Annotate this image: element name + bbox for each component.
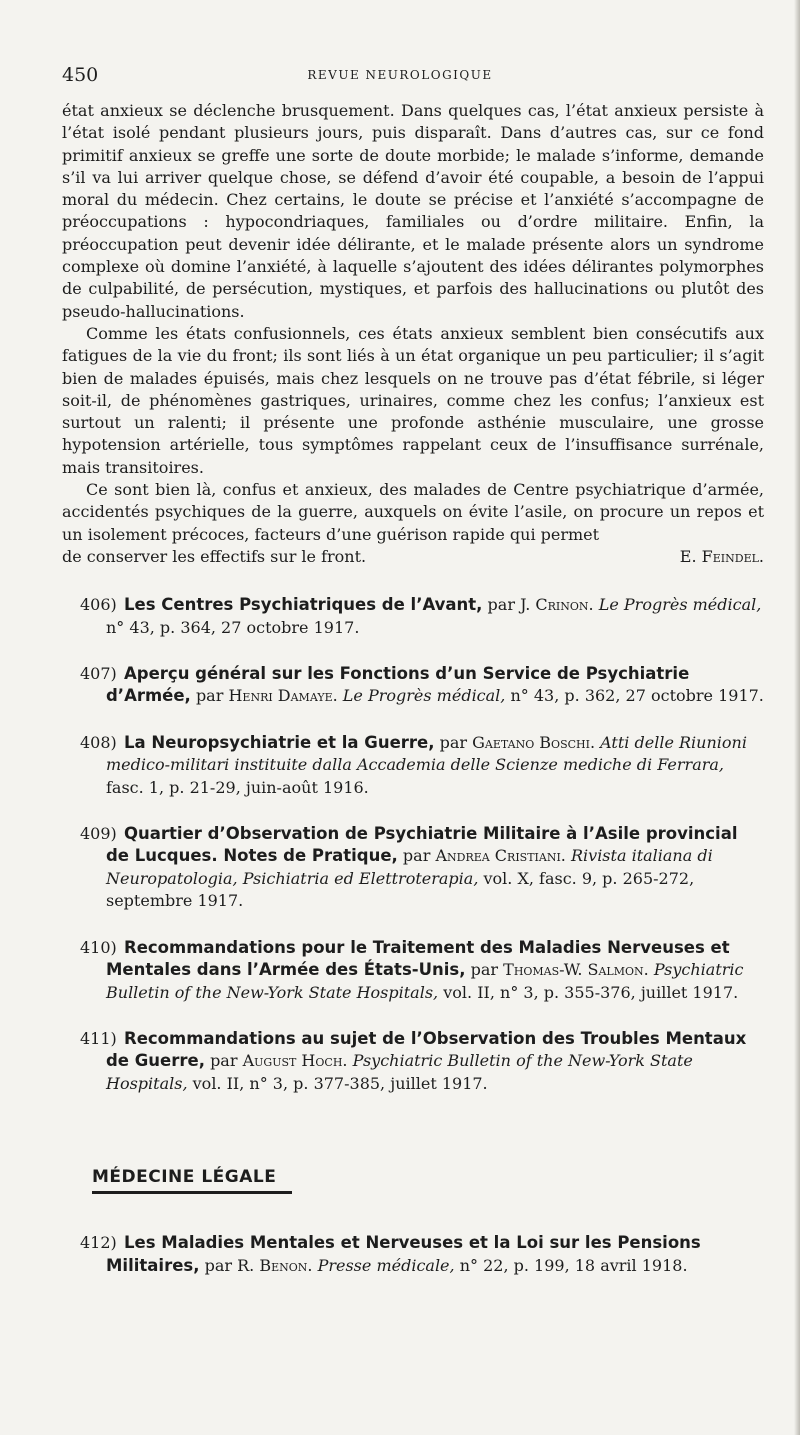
entry-details: vol. X, fasc. 9, p. 265-272, septembre 1917.	[106, 868, 695, 911]
entry-author: Andrea Cristiani.	[435, 846, 566, 866]
entry-journal: Psychiatric Bulletin of the New-York State Hospitals,	[106, 1051, 693, 1093]
entry-title: Les Maladies Mentales et Nerveuses et la Loi sur les Pensions Militaires,	[106, 1233, 701, 1275]
page-number: 450	[62, 64, 99, 86]
entry-journal: Atti delle Riunioni medico-militari instituite dalla Accademia delle Scienze mediche di Ferrara,	[106, 732, 747, 775]
bibliography-entry	[62, 732, 764, 799]
closing-line	[62, 546, 764, 568]
bibliography-entry	[62, 1232, 764, 1277]
entry-author: Henri Damaye.	[228, 686, 338, 706]
page-header	[62, 64, 738, 88]
entry-by: par	[487, 595, 515, 615]
entry-number: 407)	[80, 664, 117, 684]
entry-journal: Presse médicale,	[317, 1255, 455, 1275]
entry-author: R. Benon.	[237, 1255, 313, 1275]
entry-details: n° 43, p. 362, 27 octobre 1917.	[510, 686, 764, 706]
paragraph: Comme les états confusionnels, ces états anxieux semblent bien consécutifs aux fatigues de la vie du front; ils sont liés à un état organique un peu particulier; il s’agit bien de malades épuisés, mais chez lesquels on ne trouve pas d’état fébrile, si léger soit-il, de phénomènes gastriques, urinaires, comme chez les confus; l’anxieux est surtout un ralenti; il présente une profonde asthénie musculaire, une grosse hypotension artérielle, tous symptômes rappelant ceux de l’insuffisance surrénale, mais transitoires.	[62, 323, 764, 477]
entry-by: par	[210, 1051, 238, 1071]
closing-text: de conserver les effectifs sur le front.	[62, 546, 367, 566]
entry-number: 412)	[80, 1233, 117, 1253]
entry-number: 409)	[80, 824, 117, 844]
entry-journal: Psychiatric Bulletin of the New-York State Hospitals,	[106, 960, 744, 1002]
entry-number: 411)	[80, 1028, 117, 1048]
page-edge-shadow	[794, 0, 800, 1435]
entry-title: Recommandations au sujet de l’Observation des Troubles Mentaux de Guerre,	[106, 1028, 747, 1071]
entry-journal: Le Progrès médical,	[598, 595, 762, 615]
entry-author: J. Crinon.	[520, 595, 594, 615]
entry-title: Les Centres Psychiatriques de l’Avant,	[124, 595, 483, 615]
entry-journal: Le Progrès médical,	[342, 686, 506, 706]
entry-number: 410)	[80, 937, 117, 957]
running-title: REVUE NEUROLOGIQUE	[307, 68, 493, 82]
entry-by: par	[402, 846, 431, 866]
bibliography-entry	[62, 937, 764, 1004]
signature: E. Feindel.	[679, 546, 764, 566]
entry-title: Quartier d’Observation de Psychiatrie Militaire à l’Asile provincial de Lucques. Notes de Pratique,	[106, 824, 738, 866]
entry-by: par	[195, 686, 224, 706]
entry-by: par	[204, 1255, 233, 1275]
paragraph: état anxieux se déclenche brusquement. Dans quelques cas, l’état anxieux persiste à l’état isolé pendant plusieurs jours, puis disparaît. Dans d’autres cas, sur ce fond primitif anxieux se greffe une sorte de doute morbide; le malade s’informe, demande s’il va lui arriver quelque chose, se défend d’avoir été coupable, a besoin de l’appui moral du médecin. Chez certains, le doute se précise et l’anxiété s’accompagne de préoccupations : hypocondriaques, familiales ou d’ordre militaire. Enfin, la préoccupation peut devenir idée délirante, et le malade présente alors un syndrome complexe où domine l’anxiété, à laquelle s’ajoutent des idées délirantes polymorphes de culpabilité, de persécution, mystiques, et parfois des hallucinations ou plutôt des pseudo-hallucinations.	[62, 101, 764, 321]
page-body	[62, 100, 764, 1301]
entry-title: La Neuropsychiatrie et la Guerre,	[124, 732, 435, 752]
entry-details: vol. II, n° 3, p. 355-376, juillet 1917.	[443, 982, 739, 1002]
entry-author: Gaetano Boschi.	[472, 732, 596, 752]
bibliography-entry	[62, 823, 764, 913]
entry-details: fasc. 1, p. 21-29, juin-août 1916.	[106, 777, 369, 797]
entry-author: August Hoch.	[242, 1051, 348, 1071]
bibliography-entry	[62, 663, 764, 708]
entry-details: n° 43, p. 364, 27 octobre 1917.	[106, 617, 360, 637]
entry-by: par	[439, 732, 468, 752]
entry-author: Thomas-W. Salmon.	[503, 960, 649, 980]
entry-journal: Rivista italiana di Neuropatologia, Psichiatria ed Elettroterapia,	[106, 846, 713, 888]
entry-by: par	[470, 960, 499, 980]
entry-title: Aperçu général sur les Fonctions d’un Service de Psychiatrie d’Armée,	[106, 664, 690, 706]
entry-details: vol. II, n° 3, p. 377-385, juillet 1917.	[192, 1073, 488, 1093]
entry-title: Recommandations pour le Traitement des Maladies Nerveuses et Mentales dans l’Armée des États-Unis,	[106, 937, 730, 980]
bibliography-entry	[62, 1028, 764, 1095]
entry-number: 408)	[80, 732, 117, 752]
paragraph: Ce sont bien là, confus et anxieux, des malades de Centre psychiatrique d’armée, accidentés psychiques de la guerre, auxquels on évite l’asile, on procure un repos et un isolement précoces, facteurs d’une guérison rapide qui permet	[62, 480, 764, 544]
section-heading: MÉDECINE LÉGALE	[92, 1167, 292, 1194]
bibliography-entry	[62, 594, 764, 639]
entry-number: 406)	[80, 595, 117, 615]
entry-details: n° 22, p. 199, 18 avril 1918.	[459, 1255, 688, 1275]
